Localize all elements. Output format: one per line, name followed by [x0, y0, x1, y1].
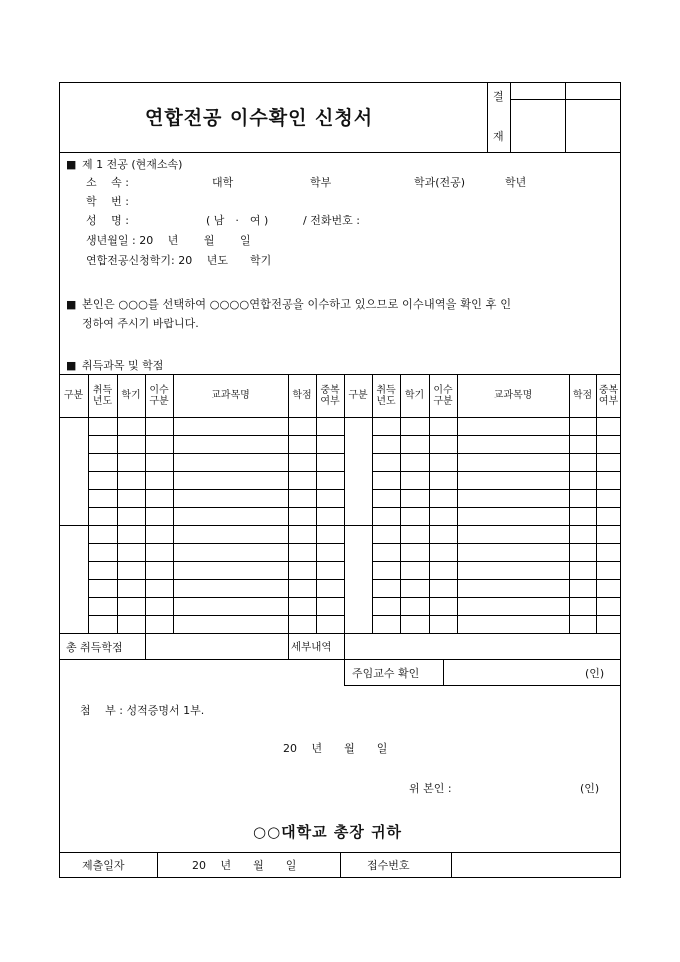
application-term: 연합전공신청학기: 20 년도 학기 — [86, 254, 272, 267]
addressee: ○○대학교 총장 귀하 — [253, 823, 403, 841]
table-row-divider — [372, 597, 621, 598]
header-category-left: 이수 구분 — [149, 384, 169, 407]
applicant-seal: (인) — [580, 782, 600, 795]
table-row-divider — [372, 471, 621, 472]
statement-line-1: 본인은 ○○○를 선택하여 ○○○○연합전공을 이수하고 있으므로 이수내역을 확인 후 인 — [82, 298, 512, 311]
approval-label-bottom: 재 — [493, 130, 504, 143]
header-semester-left: 학기 — [121, 390, 141, 401]
table-row-divider — [88, 615, 344, 616]
table-row-divider — [88, 597, 344, 598]
form-frame — [59, 82, 621, 878]
affiliation-department: 학과(전공) — [414, 176, 466, 189]
student-id-label: 학 번 : — [86, 195, 129, 208]
table-row-divider — [372, 579, 621, 580]
affiliation-school: 학부 — [310, 176, 332, 189]
total-credits-label: 총 취득학점 — [66, 641, 123, 654]
courses-bullet: ■ — [66, 359, 77, 372]
table-row-divider — [372, 453, 621, 454]
header-type-right: 구분 — [348, 390, 368, 401]
receipt-number-label: 접수번호 — [367, 859, 410, 872]
header-duplicate-right: 중복 여부 — [598, 384, 619, 407]
courses-heading: 취득과목 및 학점 — [82, 359, 164, 372]
attachment-note: 첨 부 : 성적증명서 1부. — [80, 704, 205, 717]
header-year-left: 취득 년도 — [92, 384, 113, 407]
approval-label-top: 결 — [493, 90, 504, 103]
applicant-label: 위 본인 : — [409, 782, 452, 795]
header-duplicate-left: 중복 여부 — [320, 384, 340, 407]
table-row-divider — [88, 489, 344, 490]
header-year-right: 취득 년도 — [376, 384, 396, 407]
header-credit-left: 학점 — [292, 390, 312, 401]
table-row-divider — [88, 471, 344, 472]
table-row-divider — [88, 453, 344, 454]
section1-heading: 제 1 전공 (현재소속) — [82, 158, 183, 171]
table-row-divider — [88, 507, 344, 508]
advisor-confirm-label: 주임교수 확인 — [352, 667, 420, 680]
table-row-divider — [88, 561, 344, 562]
affiliation-university: 대학 — [212, 176, 234, 189]
application-date: 20 년 월 일 — [283, 742, 388, 755]
table-row-divider — [372, 489, 621, 490]
table-row-divider — [372, 543, 621, 544]
header-credit-right: 학점 — [572, 390, 593, 401]
table-row-divider — [372, 435, 621, 436]
table-row-divider — [88, 579, 344, 580]
submission-date-label: 제출일자 — [82, 859, 125, 872]
statement-bullet: ■ — [66, 298, 77, 311]
statement-line-2: 정하여 주시기 바랍니다. — [82, 317, 199, 330]
affiliation-grade: 학년 — [505, 176, 527, 189]
section1-bullet: ■ — [66, 158, 77, 171]
affiliation-label: 소 속 : — [86, 176, 129, 189]
advisor-seal: (인) — [585, 667, 605, 680]
table-row-divider — [88, 435, 344, 436]
header-type-left: 구분 — [63, 390, 84, 401]
table-row-divider — [372, 561, 621, 562]
name-label: 성 명 : — [86, 214, 129, 227]
birth-date: 생년월일 : 20 년 월 일 — [86, 234, 251, 247]
submission-date-value: 20 년 월 일 — [192, 859, 297, 872]
header-category-right: 이수 구분 — [433, 384, 453, 407]
form-title: 연합전공 이수확인 신청서 — [145, 107, 374, 129]
header-subject-left: 교과목명 — [211, 390, 250, 401]
gender-choice: ( 남 · 여 ) — [206, 214, 269, 227]
table-row-divider — [372, 615, 621, 616]
details-label: 세부내역 — [291, 641, 332, 653]
phone-label: / 전화번호 : — [303, 214, 360, 227]
header-subject-right: 교과목명 — [493, 390, 533, 401]
header-semester-right: 학기 — [404, 390, 425, 401]
table-row-divider — [372, 507, 621, 508]
table-row-divider — [88, 543, 344, 544]
